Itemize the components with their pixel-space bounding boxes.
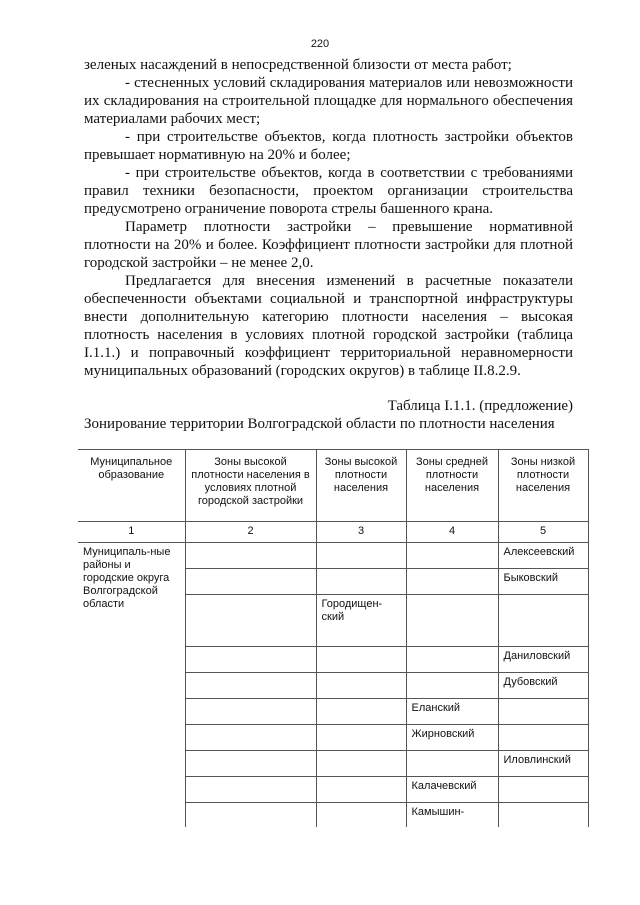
paragraph: - при строительстве объектов, когда в соответствии с требованиями правил техники безопасности, проектом организации строительства предусмотрено ограничение поворота стрелы башенного крана. [84,165,573,217]
table-cell: Городищен-ский [316,595,406,647]
paragraph: Параметр плотности застройки – превышение нормативной плотности на 20% и более. Коэффициент плотности застройки для плотной городской застройки – не менее 2,0. [84,219,573,271]
table-cell [498,699,588,725]
column-number: 5 [498,522,588,543]
table-cell [406,569,498,595]
table-header-row [78,450,588,522]
table-cell [316,725,406,751]
table-cell [316,569,406,595]
table-header-cell: Зоны высокой плотности населения [316,450,406,522]
table-cell [316,673,406,699]
table-cell [185,803,316,828]
paragraph: - стесненных условий складирования материалов или невозможности их складирования на строительной площадке для нормального обеспечения материалами рабочих мест; [84,75,573,127]
table-cell [316,803,406,828]
table-cell [185,595,316,647]
table-title: Зонирование территории Волгоградской области по плотности населения [84,416,555,432]
table-cell: Алексеевский [498,543,588,569]
table-cell [316,647,406,673]
table-cell [316,777,406,803]
table-cell [316,699,406,725]
table-cell: Дубовский [498,673,588,699]
table-cell [316,751,406,777]
table-cell: Жирновский [406,725,498,751]
table-cell [498,777,588,803]
table-cell [185,751,316,777]
table-cell [498,725,588,751]
paragraph: Предлагается для внесения изменений в расчетные показатели обеспеченности объектами социальной и транспортной инфраструктуры внести дополнительную категорию плотности населения – высокая плотность населения в условиях плотной городской застройки (таблица I.1.1.) и поправочный коэффициент территориальной неравномерности муниципальных образований (городских округов) в таблице II.8.2.9. [84,273,573,379]
table-cell [185,777,316,803]
body-text [84,56,573,380]
table-cell [406,647,498,673]
table-header-cell: Зоны высокой плотности населения в условиях плотной городской застройки [185,450,316,522]
table-cell: Камышин- [406,803,498,828]
table-cell [185,699,316,725]
table-label: Таблица I.1.1. (предложение) [387,398,573,414]
table-cell [406,751,498,777]
table-cell [185,569,316,595]
table-header-cell: Зоны низкой плотности населения [498,450,588,522]
table-header-cell: Муниципальное образование [78,450,185,522]
table-cell [185,725,316,751]
zoning-table [78,449,589,827]
table-cell: Калачевский [406,777,498,803]
table-cell [185,543,316,569]
paragraph: зеленых насаждений в непосредственной близости от места работ; [84,57,512,73]
table-cell [316,543,406,569]
row-group-label: Муниципаль-ные районы и городские округа Волгоградской области [78,543,185,828]
table-cell [406,595,498,647]
table-caption [84,397,573,433]
column-number: 3 [316,522,406,543]
table-header-cell: Зоны средней плотности населения [406,450,498,522]
page-number: 220 [310,38,330,50]
table-column-number-row [78,522,588,543]
paragraph: - при строительстве объектов, когда плотность застройки объектов превышает нормативную на 20% и более; [84,129,573,163]
column-number: 4 [406,522,498,543]
table-cell [406,543,498,569]
column-number: 1 [78,522,185,543]
table-cell [498,595,588,647]
table-cell: Быковский [498,569,588,595]
table-cell: Еланский [406,699,498,725]
table-row [78,543,588,569]
table-cell: Иловлинский [498,751,588,777]
table-cell [406,673,498,699]
column-number: 2 [185,522,316,543]
table-cell [498,803,588,828]
table-cell [185,673,316,699]
table-cell [185,647,316,673]
table-cell: Даниловский [498,647,588,673]
